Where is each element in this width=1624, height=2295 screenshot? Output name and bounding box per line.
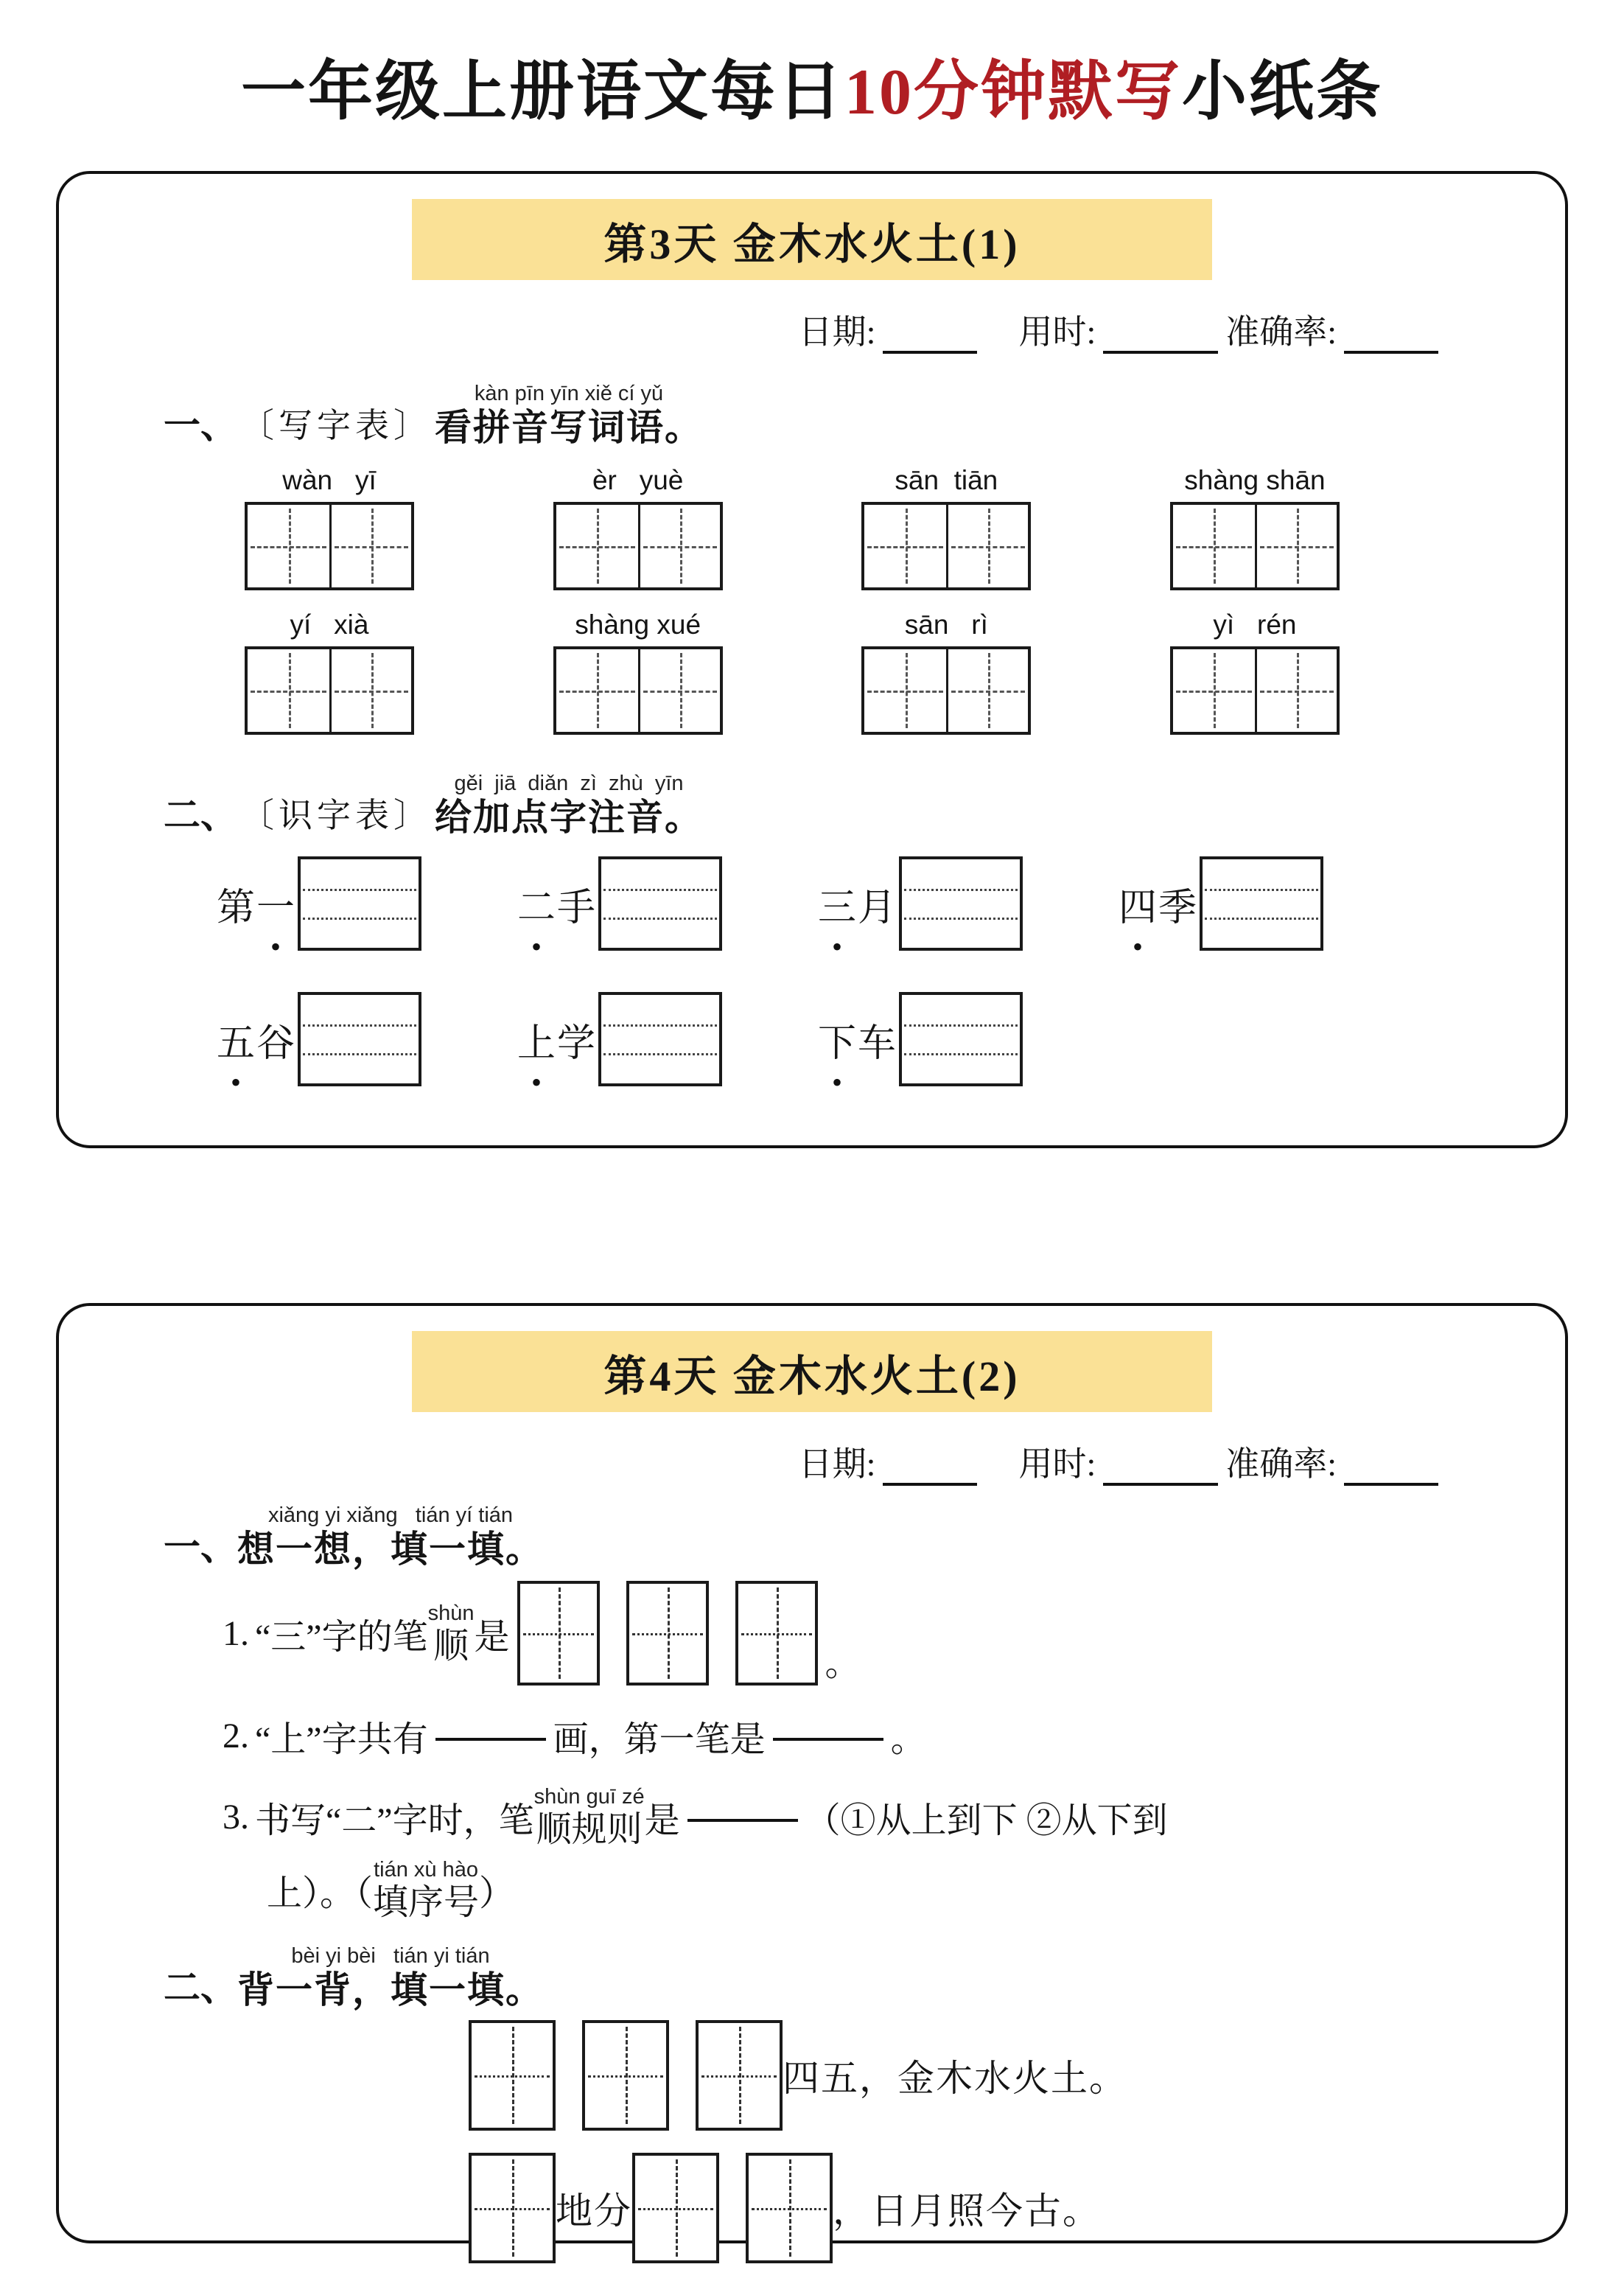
recite-fill-line: [469, 2153, 1565, 2263]
writing-grid: [553, 502, 723, 590]
stroke-order-boxes: [517, 1581, 818, 1686]
pinyin-word-group: [553, 609, 723, 735]
tianzi-cell: [556, 649, 638, 732]
accuracy-blank: [1344, 345, 1438, 354]
item-number: 1.: [223, 1613, 249, 1653]
writing-grid: [861, 502, 1031, 590]
writing-grid: [1170, 502, 1340, 590]
pinyin-word-group: [1170, 609, 1340, 735]
date-label: 日期:: [798, 1445, 876, 1483]
char: 五: [217, 1022, 257, 1065]
item-text: 是: [474, 1617, 510, 1657]
char: 四: [1119, 887, 1159, 929]
pinyin-word-group: [1170, 465, 1340, 590]
question-tag: 〔写字表〕: [240, 406, 432, 444]
question-title-with-pinyin: [237, 1505, 544, 1568]
ruby-text: 顺规则: [536, 1810, 643, 1849]
dotted-word: [517, 876, 597, 932]
time-label: 用时:: [1018, 313, 1096, 351]
char: 手: [557, 887, 598, 929]
item-text: ）: [479, 1874, 515, 1913]
day4-meta-row: [59, 1437, 1565, 1486]
pinyin-writing-box: [298, 856, 421, 951]
tianzi-cell: [556, 505, 638, 587]
dotted-word: [1119, 876, 1198, 932]
day4-question2-heading: [164, 1944, 1565, 2011]
item-text: 画，第一笔是: [553, 1720, 766, 1759]
ruby-pinyin: tián xù hào: [374, 1858, 478, 1882]
dotted-word: [217, 876, 296, 932]
recite-fill-line: [469, 2020, 1565, 2131]
tianzi-cell: [946, 505, 1028, 587]
tianzi-box: [735, 1581, 818, 1686]
tianzi-box: [696, 2020, 783, 2131]
recite-text: 地分: [556, 2190, 632, 2232]
ruby-pinyin: shùn: [427, 1601, 475, 1625]
ruby-word: [428, 1603, 475, 1664]
tianzi-cell: [864, 505, 946, 587]
fill-boxes: [632, 2153, 833, 2263]
tianzi-cell: [638, 649, 720, 732]
question-title-with-pinyin: [435, 773, 703, 836]
tianzi-box: [746, 2153, 833, 2263]
pinyin-word: sān tiān: [895, 465, 998, 495]
item-text: “上”字共有: [255, 1720, 428, 1759]
answer-blank: [773, 1732, 883, 1741]
dotted-word: [217, 1012, 296, 1067]
sub-question-2: [223, 1711, 1565, 1761]
question-text: 背一背，填一填。: [237, 1969, 544, 2011]
question-pinyin: xiǎng yi xiǎng tián yí tián: [267, 1503, 514, 1527]
page-title-prefix: 一年级上册语文每日: [240, 57, 844, 128]
pinyin-word-row: [59, 609, 1565, 735]
recite-text: 四五，金木水火土。: [783, 2058, 1127, 2099]
date-label: 日期:: [798, 313, 876, 351]
writing-grid: [245, 502, 414, 590]
page-title-suffix: 小纸条: [1182, 57, 1384, 128]
char: 月: [858, 887, 898, 929]
tianzi-cell: [864, 649, 946, 732]
pinyin-writing-box: [598, 856, 722, 951]
question-number: 二、: [164, 794, 237, 836]
fill-boxes: [469, 2153, 556, 2263]
item-text: 是: [644, 1801, 680, 1840]
date-blank: [883, 345, 977, 354]
annotate-word-item: [1119, 856, 1393, 951]
pinyin-word: èr yuè: [592, 465, 684, 495]
annotate-word-item: [217, 992, 491, 1086]
pinyin-word-group: [245, 465, 414, 590]
tianzi-cell: [638, 505, 720, 587]
pinyin-word: shàng shān: [1184, 465, 1326, 495]
tianzi-cell: [248, 649, 329, 732]
ruby-word: [373, 1859, 479, 1921]
pinyin-writing-box: [298, 992, 421, 1086]
tianzi-box: [517, 1581, 600, 1686]
recite-text: ，日月照今古。: [833, 2190, 1101, 2232]
pinyin-word: yì rén: [1213, 609, 1297, 640]
question-pinyin: bèi yi bèi tián yi tián: [291, 1944, 490, 1968]
writing-grid: [553, 646, 723, 735]
tianzi-box: [469, 2153, 556, 2263]
day4-section-card: [56, 1303, 1568, 2243]
item-text: （①从上到下 ②从下到: [805, 1801, 1168, 1840]
pinyin-word: sān rì: [904, 609, 988, 640]
pinyin-word-row: [59, 465, 1565, 590]
sub-question-3: [223, 1786, 1565, 1848]
question-pinyin: gěi jiā diǎn zì zhù yīn: [454, 772, 684, 795]
char: 第: [217, 887, 257, 929]
item-text: “三”字的笔: [255, 1617, 428, 1657]
accuracy-label: 准确率:: [1225, 313, 1337, 351]
ruby-text: 顺: [433, 1626, 469, 1666]
pinyin-writing-box: [899, 992, 1023, 1086]
day3-section-card: [56, 171, 1568, 1148]
date-blank: [883, 1477, 977, 1486]
ruby-pinyin: shùn guī zé: [533, 1785, 645, 1809]
char: 学: [557, 1022, 598, 1065]
time-blank: [1103, 1477, 1218, 1486]
char: 谷: [256, 1022, 297, 1065]
tianzi-box: [582, 2020, 669, 2131]
char: 三: [818, 887, 858, 929]
dotted-word: [818, 1012, 897, 1067]
pinyin-word-group: [861, 465, 1031, 590]
day4-question1-heading: [164, 1505, 1565, 1568]
writing-grid: [1170, 646, 1340, 735]
question-number: 二、: [164, 1967, 237, 2008]
accuracy-blank: [1344, 1477, 1438, 1486]
tianzi-box: [632, 2153, 719, 2263]
question-number: 一、: [164, 405, 237, 446]
annotate-word-item: [818, 992, 1092, 1086]
pinyin-word: yí xià: [290, 609, 369, 640]
dotted-word: [818, 876, 897, 932]
item-text: 书写“二”字时，笔: [255, 1801, 534, 1840]
pinyin-word: wàn yī: [282, 465, 377, 495]
tianzi-cell: [1173, 505, 1255, 587]
item-text: 。: [890, 1720, 926, 1759]
tianzi-cell: [1255, 505, 1337, 587]
item-text: 上）。（: [267, 1874, 374, 1913]
writing-grid: [861, 646, 1031, 735]
char: 一: [256, 887, 297, 929]
tianzi-cell: [248, 505, 329, 587]
accuracy-label: 准确率:: [1225, 1445, 1337, 1483]
annotate-word-item: [217, 856, 491, 951]
page-title: [0, 0, 1624, 133]
sub-question-1: [223, 1581, 1565, 1686]
pinyin-writing-box: [899, 856, 1023, 951]
annotate-word-item: [818, 856, 1092, 951]
pinyin-writing-box: [1200, 856, 1323, 951]
fill-boxes: [469, 2020, 783, 2131]
tianzi-box: [626, 1581, 709, 1686]
item-number: 3.: [223, 1798, 249, 1837]
sub-question-3-continuation: [267, 1859, 1565, 1921]
tianzi-cell: [1173, 649, 1255, 732]
item-number: 2.: [223, 1716, 249, 1756]
dotted-word: [517, 1012, 597, 1067]
pinyin-word-group: [861, 609, 1031, 735]
question-text: 想一想，填一填。: [237, 1529, 544, 1570]
page-title-highlight: 10分钟默写: [844, 57, 1182, 128]
day3-question2-heading: [164, 773, 1565, 836]
time-label: 用时:: [1018, 1445, 1096, 1483]
char: 上: [517, 1022, 558, 1065]
time-blank: [1103, 345, 1218, 354]
char: 下: [818, 1022, 858, 1065]
question-pinyin: kàn pīn yīn xiě cí yǔ: [474, 382, 664, 405]
question-title-with-pinyin: [237, 1944, 544, 2011]
tianzi-cell: [1255, 649, 1337, 732]
ruby-text: 填序号: [373, 1883, 480, 1922]
annotate-word-row: [217, 992, 1565, 1086]
tianzi-box: [469, 2020, 556, 2131]
day3-meta-row: [59, 305, 1565, 354]
question-tag: 〔识字表〕: [240, 796, 432, 834]
pinyin-writing-box: [598, 992, 722, 1086]
annotate-word-row: [217, 856, 1565, 951]
day3-question1-heading: [164, 383, 1565, 446]
day3-section-header: 第3天 金木水火土(1): [412, 199, 1212, 280]
char: 二: [517, 887, 558, 929]
char: 车: [858, 1022, 898, 1065]
day4-section-header: 第4天 金木水火土(2): [412, 1331, 1212, 1412]
tianzi-cell: [329, 649, 411, 732]
tianzi-cell: [946, 649, 1028, 732]
char: 季: [1158, 887, 1199, 929]
answer-blank: [687, 1813, 798, 1822]
pinyin-word-group: [245, 609, 414, 735]
ruby-word: [534, 1786, 645, 1848]
question-title-with-pinyin: [435, 383, 703, 446]
item-text: 。: [825, 1644, 861, 1683]
tianzi-cell: [329, 505, 411, 587]
question-text: 看拼音写词语。: [435, 407, 703, 448]
answer-blank: [435, 1732, 546, 1741]
writing-grid: [245, 646, 414, 735]
pinyin-word: shàng xué: [575, 609, 701, 640]
question-text: 给加点字注音。: [435, 797, 703, 838]
annotate-word-item: [517, 992, 791, 1086]
question-number: 一、: [164, 1526, 237, 1568]
annotate-word-item: [517, 856, 791, 951]
pinyin-word-group: [553, 465, 723, 590]
